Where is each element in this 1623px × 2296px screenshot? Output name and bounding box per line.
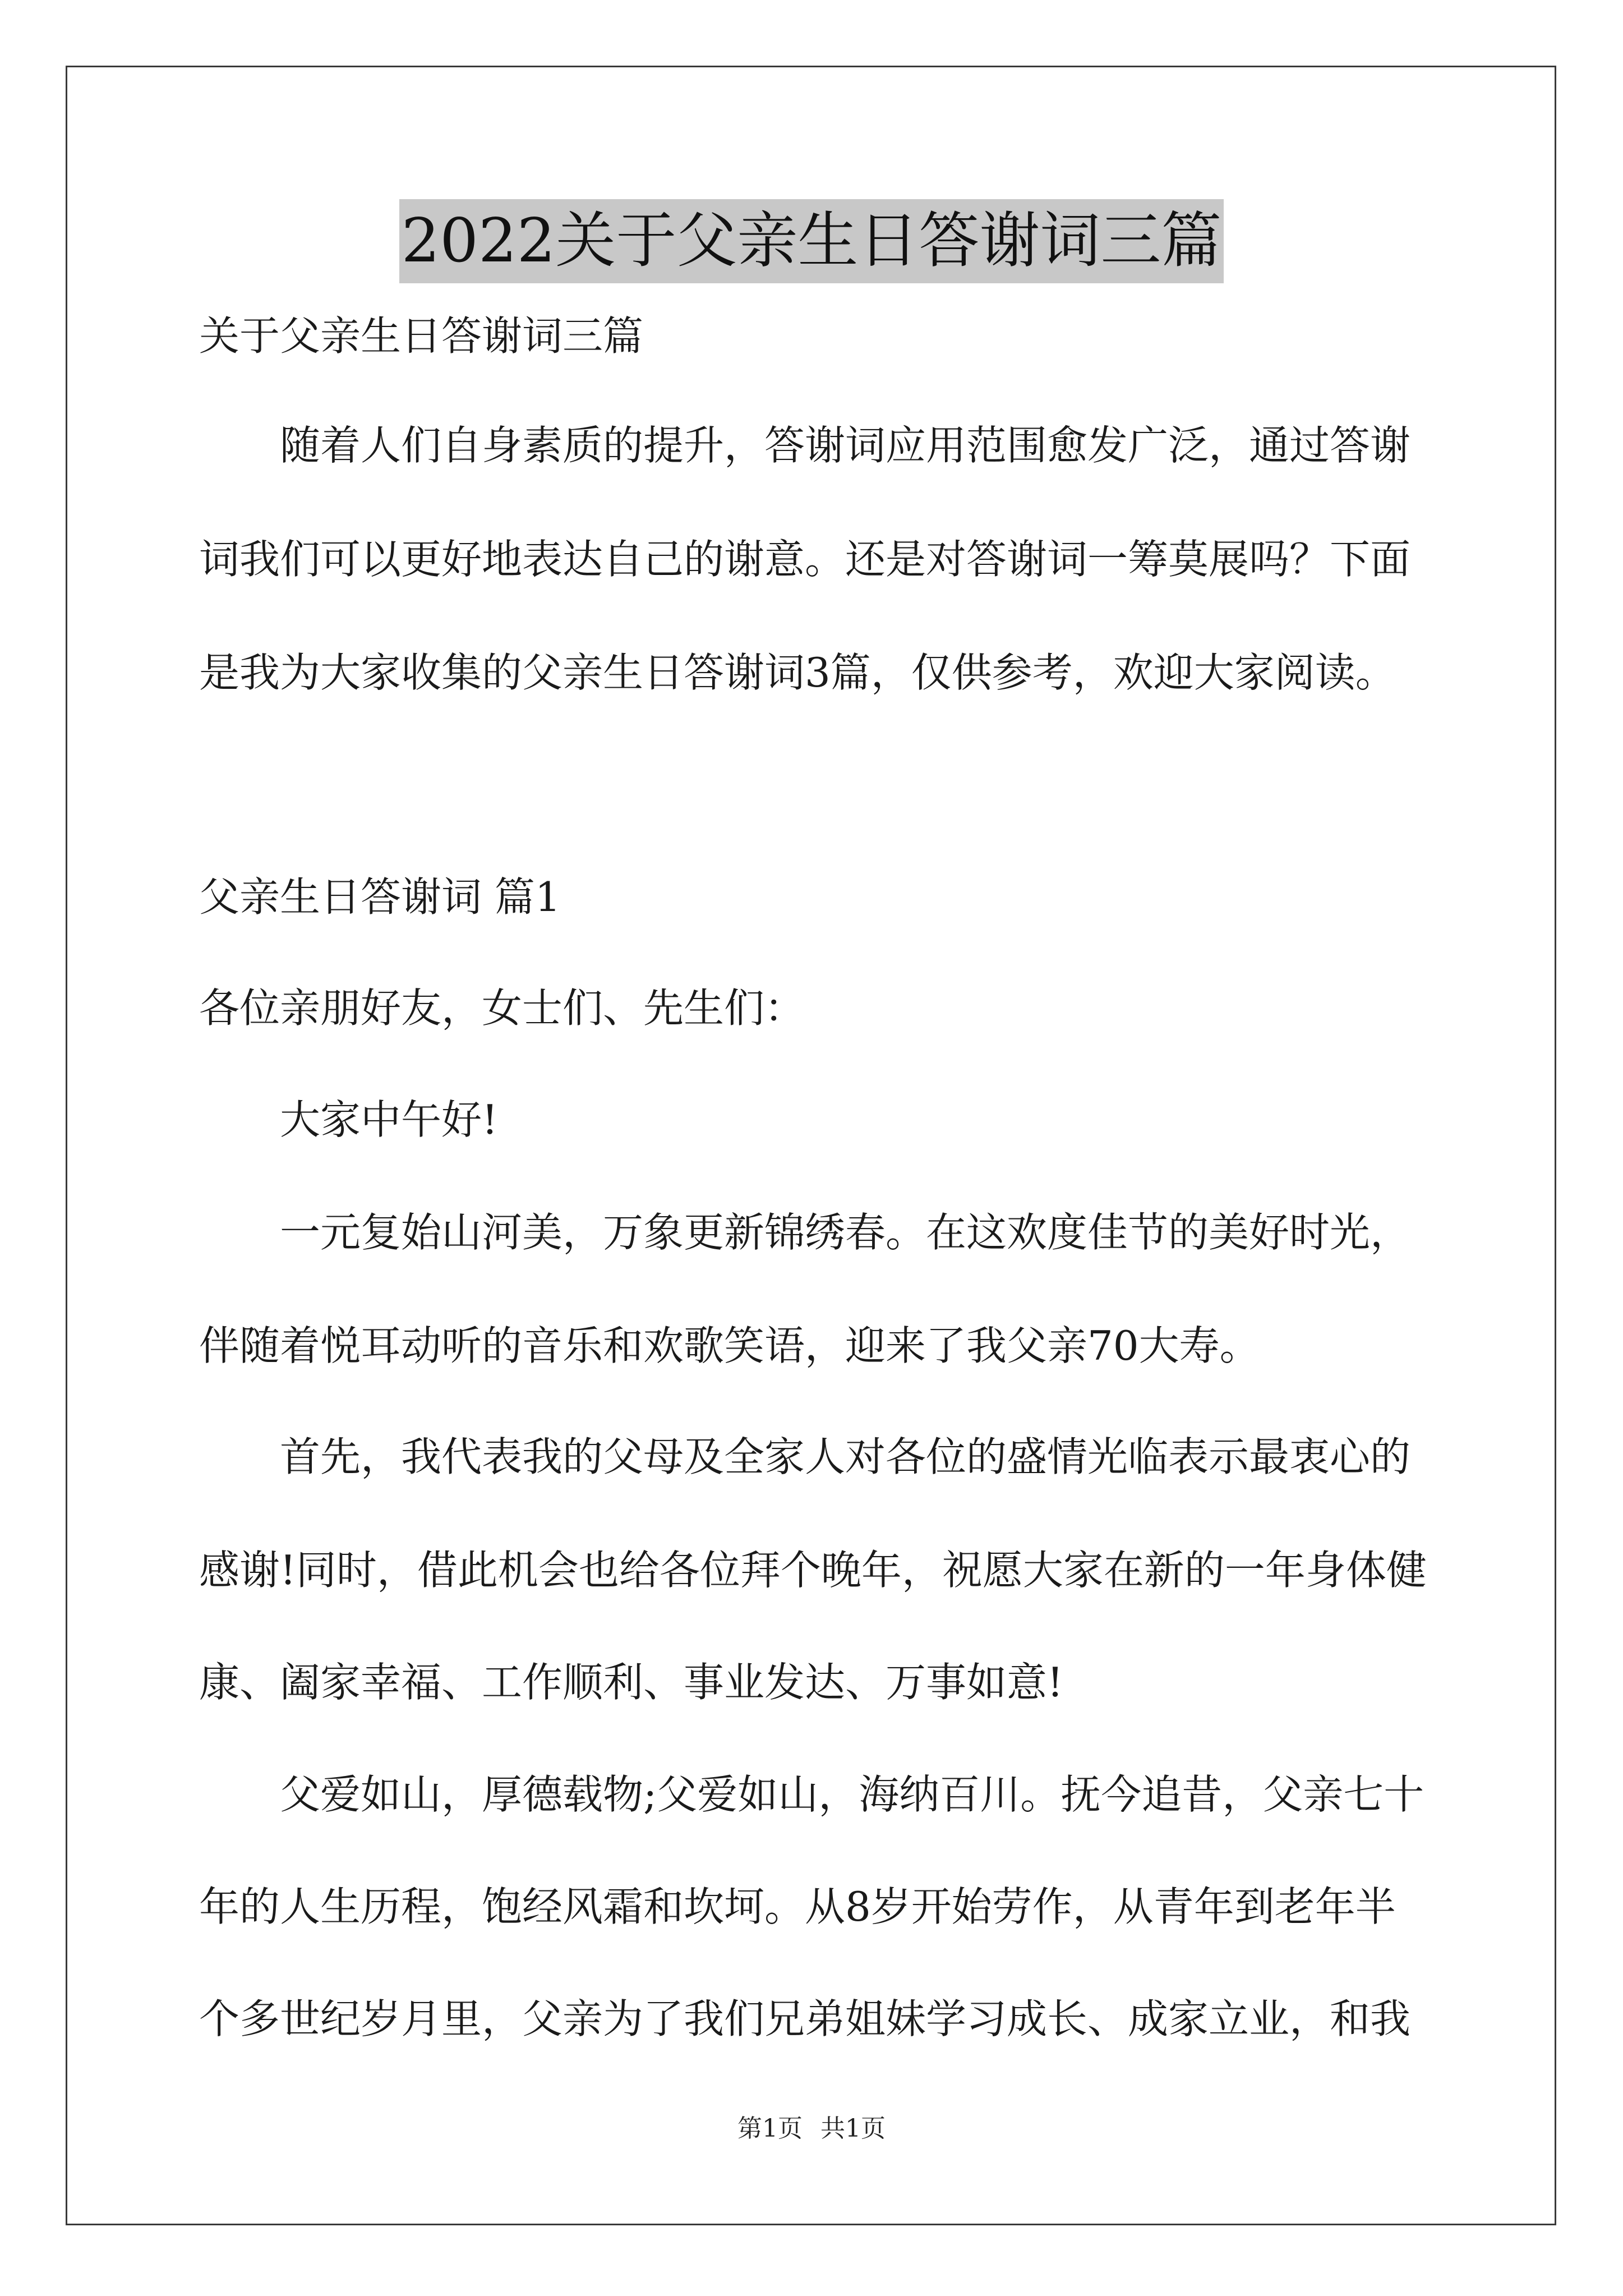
intro-line-3: 是我为大家收集的父亲生日答谢词3篇，仅供参考，欢迎大家阅读。 [199, 649, 1396, 696]
paragraph-line: 个多世纪岁月里，父亲为了我们兄弟姐妹学习成长、成家立业，和我 [199, 1995, 1411, 2042]
document-title: 2022关于父亲生日答谢词三篇 [399, 199, 1224, 283]
salutation-line: 各位亲朋好友，女士们、先生们： [199, 984, 805, 1032]
page-total: 共1页 [820, 2114, 886, 2143]
subtitle-line: 关于父亲生日答谢词三篇 [199, 312, 644, 360]
paragraph-line: 康、阖家幸福、工作顺利、事业发达、万事如意! [199, 1659, 1063, 1706]
paragraph-line: 父爱如山，厚德载物;父爱如山，海纳百川。抚今追昔，父亲七十 [199, 1771, 1424, 1818]
paragraph-line: 感谢!同时，借此机会也给各位拜个晚年，祝愿大家在新的一年身体健 [199, 1547, 1427, 1594]
paragraph-line: 一元复始山河美，万象更新锦绣春。在这欢度佳节的美好时光， [199, 1209, 1411, 1256]
paragraph-line: 首先，我代表我的父母及全家人对各位的盛情光临表示最衷心的 [199, 1433, 1411, 1480]
greeting-line: 大家中午好! [199, 1096, 498, 1143]
title-container [0, 199, 1623, 283]
page-number: 第1页 [737, 2114, 803, 2143]
section-heading: 父亲生日答谢词 篇1 [199, 873, 561, 921]
page-footer [0, 2112, 1623, 2146]
intro-line-2: 词我们可以更好地表达自己的谢意。还是对答谢词一筹莫展吗？下面 [199, 536, 1411, 583]
paragraph-line: 伴随着悦耳动听的音乐和欢歌笑语，迎来了我父亲70大寿。 [199, 1322, 1260, 1369]
intro-line-1: 随着人们自身素质的提升，答谢词应用范围愈发广泛，通过答谢 [199, 422, 1411, 469]
paragraph-line: 年的人生历程，饱经风霜和坎坷。从8岁开始劳作，从青年到老年半 [199, 1883, 1396, 1930]
